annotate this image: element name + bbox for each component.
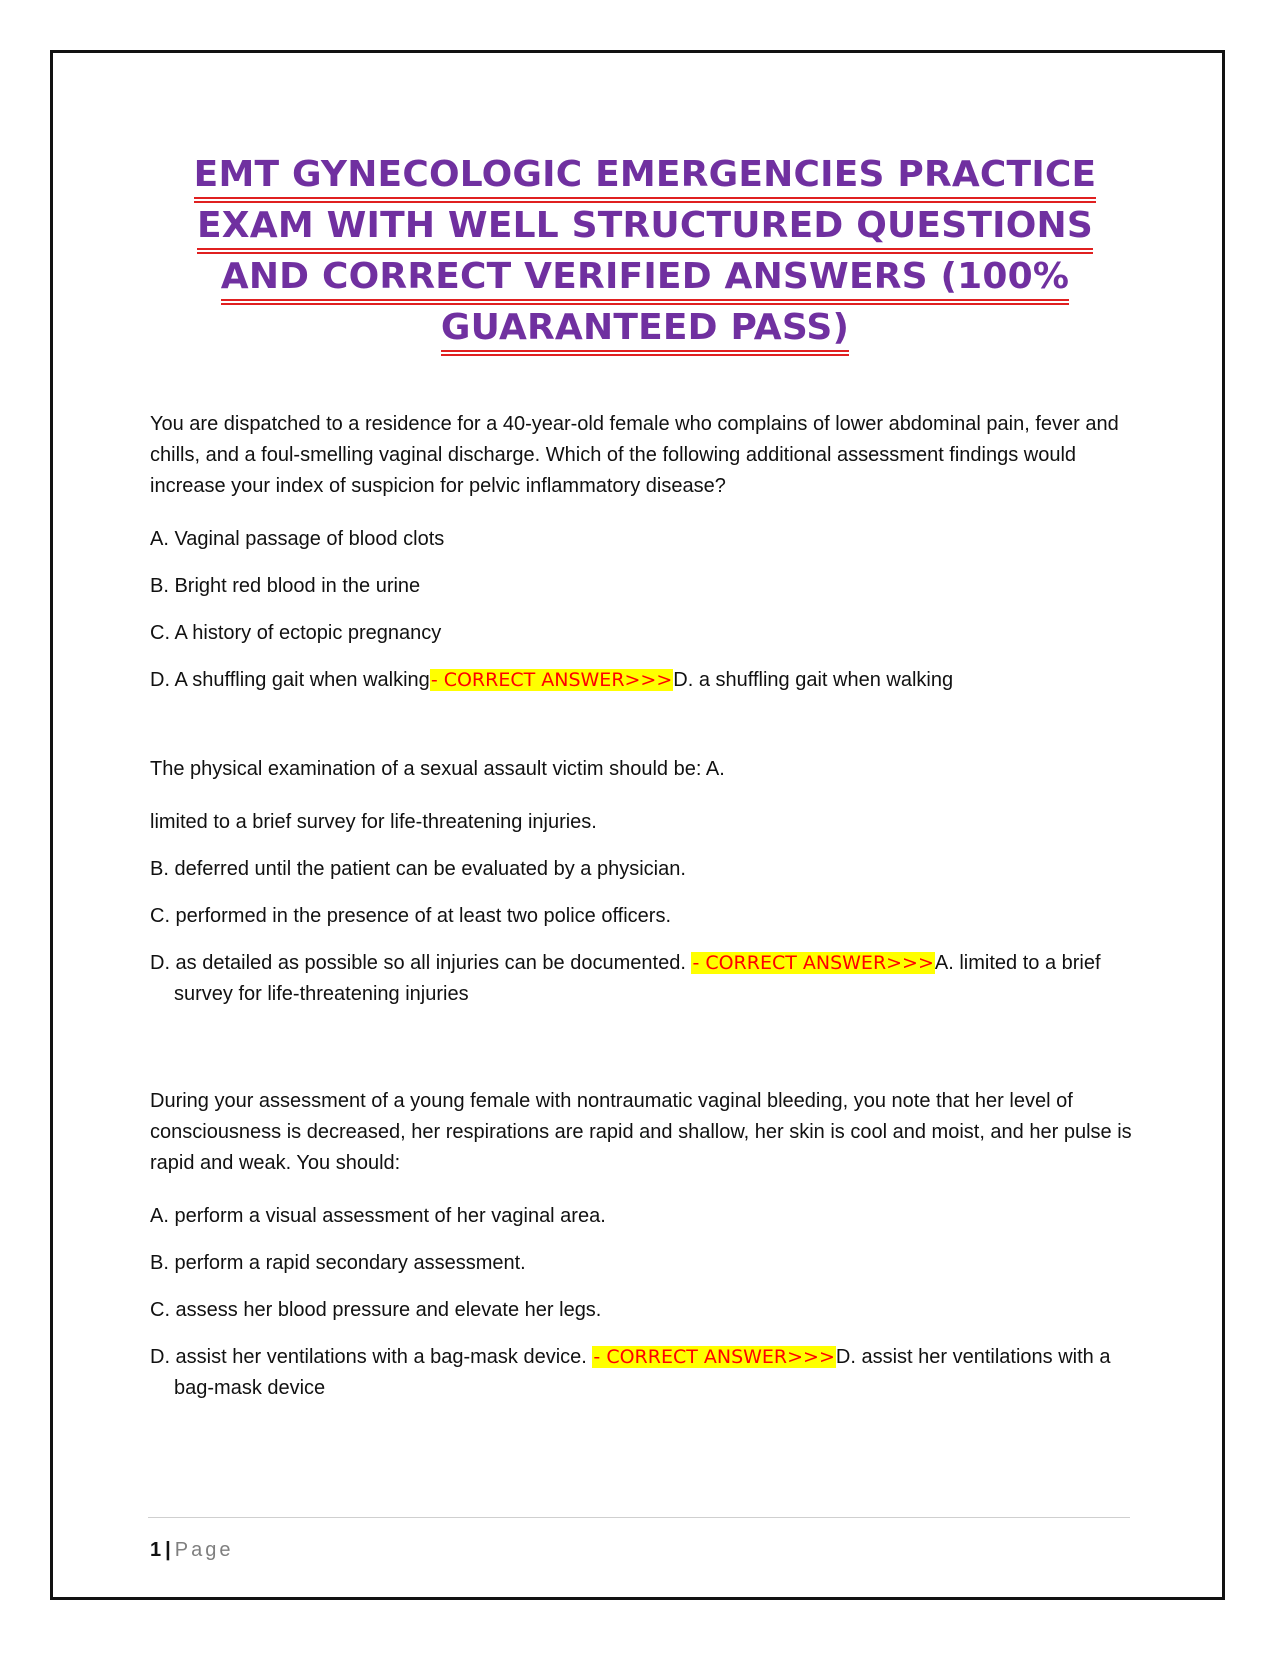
option-c: C. A history of ectopic pregnancy [150,622,442,644]
option-a: limited to a brief survey for life-threatening injuries. [150,811,597,833]
option-d-with-answer [150,1342,1140,1404]
title-line-2: EXAM WITH WELL STRUCTURED QUESTIONS [197,201,1093,252]
footer-separator: | [165,1539,171,1561]
title-line-3: AND CORRECT VERIFIED ANSWERS (100% [221,252,1069,303]
option-b: B. deferred until the patient can be evaluated by a physician. [150,858,686,880]
question-stem: The physical examination of a sexual assault victim should be: A. [150,758,725,780]
document-body [150,150,1140,1420]
correct-answer-marker: - CORRECT ANSWER>>> [593,1346,835,1368]
option-d: D. A shuffling gait when walking [150,669,430,691]
title-line-4: GUARANTEED PASS) [441,303,849,354]
option-d-with-answer [150,948,1140,1010]
option-b: B. perform a rapid secondary assessment. [150,1252,526,1274]
document-title [150,150,1140,354]
page-number: 1 [150,1539,162,1561]
option-a: A. Vaginal passage of blood clots [150,528,445,550]
option-b: B. Bright red blood in the urine [150,575,421,597]
option-c: C. performed in the presence of at least two police officers. [150,905,672,927]
option-d: D. as detailed as possible so all injuries can be documented. [150,952,686,974]
spacer [150,712,1140,754]
question-block-1 [150,409,1140,696]
question-stem: You are dispatched to a residence for a 40-year-old female who complains of lower abdominal pain, fever and chills, and a foul-smelling vaginal discharge. Which of the following additional assessment findings would increase your index of suspicion for pelvic inflammatory disease? [150,413,1119,497]
question-block-3 [150,1086,1140,1404]
title-line-1: EMT GYNECOLOGIC EMERGENCIES PRACTICE [194,150,1097,201]
footer-divider [148,1517,1130,1518]
spacer [150,1026,1140,1086]
correct-answer-marker: - CORRECT ANSWER>>> [430,669,673,691]
option-a: A. perform a visual assessment of her vaginal area. [150,1205,606,1227]
question-block-2 [150,754,1140,1010]
option-c: C. assess her blood pressure and elevate her legs. [150,1299,602,1321]
correct-answer-text: A. limited to a brief survey for life-threatening injuries [174,952,1101,1005]
option-d: D. assist her ventilations with a bag-mask device. [150,1346,587,1368]
page-label: Page [174,1539,234,1561]
correct-answer-marker: - CORRECT ANSWER>>> [692,952,934,974]
correct-answer-text: D. assist her ventilations with a bag-mask device [174,1346,1111,1399]
correct-answer-text: D. a shuffling gait when walking [673,669,954,691]
page-footer [150,1536,233,1564]
option-d-with-answer [150,665,1140,696]
question-stem: During your assessment of a young female with nontraumatic vaginal bleeding, you note that her level of consciousness is decreased, her respirations are rapid and shallow, her skin is cool and moist, and her pulse is rapid and weak. You should: [150,1090,1132,1174]
